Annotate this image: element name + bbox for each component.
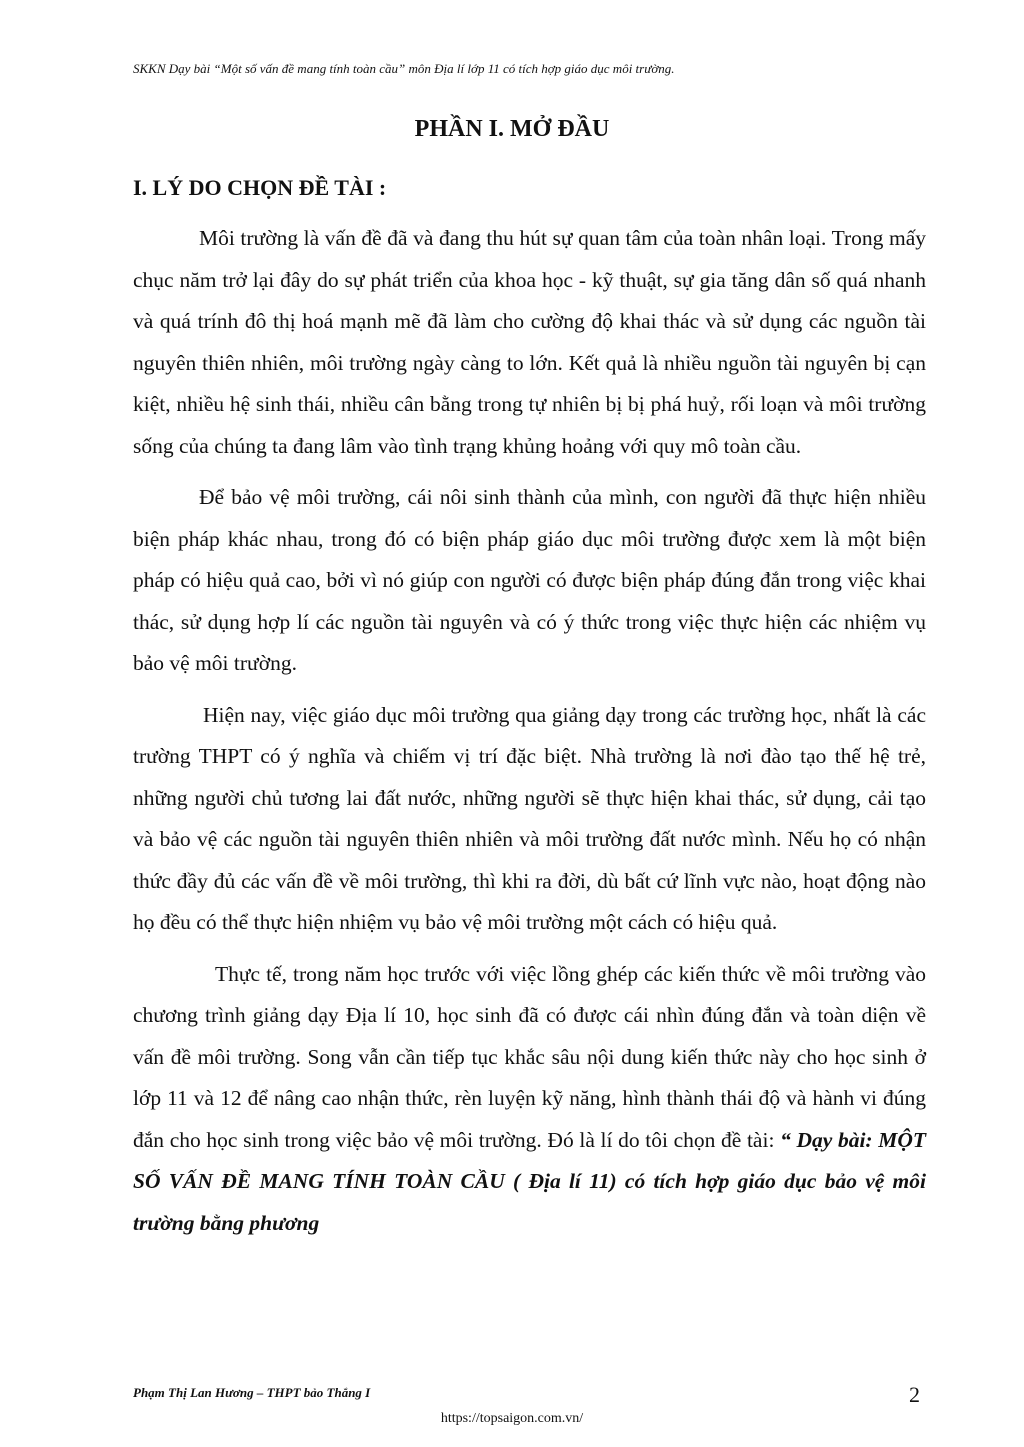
section-title: I. LÝ DO CHỌN ĐỀ TÀI : xyxy=(133,175,387,200)
part-title: PHẦN I. MỞ ĐẦU xyxy=(414,116,610,142)
running-header xyxy=(133,60,933,78)
header-topic: Dạy bài “Một số vấn đề mang tính toàn cầu” môn Địa lí lớp 11 có tích hợp giáo dục môi trường. xyxy=(168,61,675,76)
paragraph-2: Để bảo vệ môi trường, cái nôi sinh thành của mình, con người đã thực hiện nhiều biện pháp khác nhau, trong đó có biện pháp giáo dục môi trường được xem là một biện pháp có hiệu quả cao, bởi vì nó giúp con người có được biện pháp đúng đắn trong việc khai thác, sử dụng hợp lí các nguồn tài nguyên và có ý thức trong việc thực hiện các nhiệm vụ bảo vệ môi trường. xyxy=(133,485,926,675)
paragraph-3: Hiện nay, việc giáo dục môi trường qua giảng dạy trong các trường học, nhất là các trường THPT có ý nghĩa và chiếm vị trí đặc biệt. Nhà trường là nơi đào tạo thế hệ trẻ, những người chủ tương lai đất nước, những người sẽ thực hiện khai thác, sử dụng, cải tạo và bảo vệ các nguồn tài nguyên thiên nhiên và môi trường đất nước mình. Nếu họ có nhận thức đầy đủ các vấn đề về môi trường, thì khi ra đời, dù bất cứ lĩnh vực nào, hoạt động nào họ đều có thể thực hiện nhiệm vụ bảo vệ môi trường một cách có hiệu quả. xyxy=(133,702,926,934)
paragraph-1: Môi trường là vấn đề đã và đang thu hút sự quan tâm của toàn nhân loại. Trong mấy chục năm trở lại đây do sự phát triển của khoa học - kỹ thuật, sự gia tăng dân số quá nhanh và quá trính đô thị hoá mạnh mẽ đã làm cho cường độ khai thác và sử dụng các nguồn tài nguyên thiên nhiên, môi trường ngày càng to lớn. Kết quả là nhiều nguồn tài nguyên bị cạn kiệt, nhiều hệ sinh thái, nhiều cân bằng trong tự nhiên bị bị phá huỷ, rối loạn và môi trường sống của chúng ta đang lâm vào tình trạng khủng hoảng với quy mô toàn cầu. xyxy=(133,226,926,458)
header-prefix: SKKN xyxy=(133,61,169,76)
body-text xyxy=(133,218,926,1254)
page-number: 2 xyxy=(909,1382,920,1407)
footer-author: Phạm Thị Lan Hương – THPT bảo Thắng I xyxy=(133,1385,371,1400)
source-url[interactable]: https://topsaigon.com.vn/ xyxy=(440,1411,584,1426)
paragraph-4-emphasis: “ Dạy bài: MỘT SỐ VẤN ĐỀ MANG TÍNH TOÀN CẦU ( Địa lí 11) có tích hợp giáo dục bảo vệ môi trường bằng phương xyxy=(133,1127,926,1235)
paragraph-4-text: Thực tế, trong năm học trước với việc lồng ghép các kiến thức về môi trường vào chương trình giảng dạy Địa lí 10, học sinh đã có được cái nhìn đúng đắn và toàn diện về vấn đề môi trường. Song vẫn cần tiếp tục khắc sâu nội dung kiến thức này cho học sinh ở lớp 11 và 12 để nâng cao nhận thức, rèn luyện kỹ năng, hình thành thái độ và hành vi đúng đắn cho học sinh trong việc bảo vệ môi trường. Đó là lí do tôi chọn đề tài: xyxy=(133,961,926,1152)
paragraph-4 xyxy=(133,954,926,1245)
